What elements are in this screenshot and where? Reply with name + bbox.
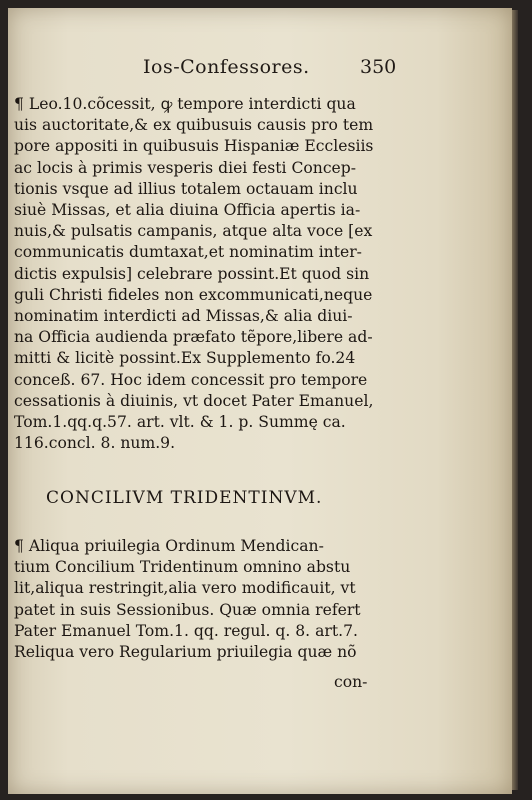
running-head: Ios-Confessores. [143,56,310,78]
text-line: ac locis à primis vesperis diei festi Concep- [14,158,357,177]
text-line: tionis vsque ad illius totalem octauam inclu [14,179,358,198]
book-page [8,8,512,794]
text-line: cessationis à diuinis, vt docet Pater Emanuel, [14,391,374,410]
text-line: Tom.1.qq.q.57. art. vlt. & 1. p. Summę ca. [14,413,346,432]
section-heading: CONCILIVM TRIDENTINVM. [46,488,323,508]
paragraph-council-of-trent [14,536,374,663]
text-line: uis auctoritate,& ex quibusuis causis pro tem [14,116,374,135]
text-line: tium Concilium Tridentinum omnino abstu [14,558,351,577]
text-line: 116.concl. 8. num.9. [14,434,176,453]
text-line: nuis,& pulsatis campanis, atque alta voce [ex [14,222,373,241]
text-line: dictis expulsis] celebrare possint.Et quod sin [14,264,370,283]
page-number: 350 [360,56,397,78]
text-line: Reliqua vero Regularium priuilegia quæ nõ [14,643,357,662]
text-line: Pater Emanuel Tom.1. qq. regul. q. 8. art.7. [14,621,358,640]
text-line: pore appositi in quibusuis Hispaniæ Ecclesiis [14,137,374,156]
text-line: mitti & licitè possint.Ex Supplemento fo.24 [14,349,356,368]
text-line: lit,aliqua restringit,alia vero modificauit, vt [14,579,356,598]
text-line: guli Christi fideles non excommunicati,neque [14,285,373,304]
paragraph-leo-x [14,94,374,454]
text-line: siuè Missas, et alia diuina Officia apertis ia- [14,201,361,220]
text-line: nominatim interdicti ad Missas,& alia diui- [14,307,353,326]
text-line: patet in suis Sessionibus. Quæ omnia refert [14,600,361,619]
catchword: con- [334,673,368,691]
text-line: ¶ Leo.10.cõcessit, ꝙ tempore interdicti qua [14,95,356,113]
text-line: communicatis dumtaxat,et nominatim inter- [14,243,362,262]
text-line: na Officia audienda præfato tẽpore,libere ad- [14,328,373,347]
text-line: ¶ Aliqua priuilegia Ordinum Mendican- [14,537,324,555]
text-line: conceß. 67. Hoc idem concessit pro tempore [14,370,368,389]
page-header [8,56,512,86]
